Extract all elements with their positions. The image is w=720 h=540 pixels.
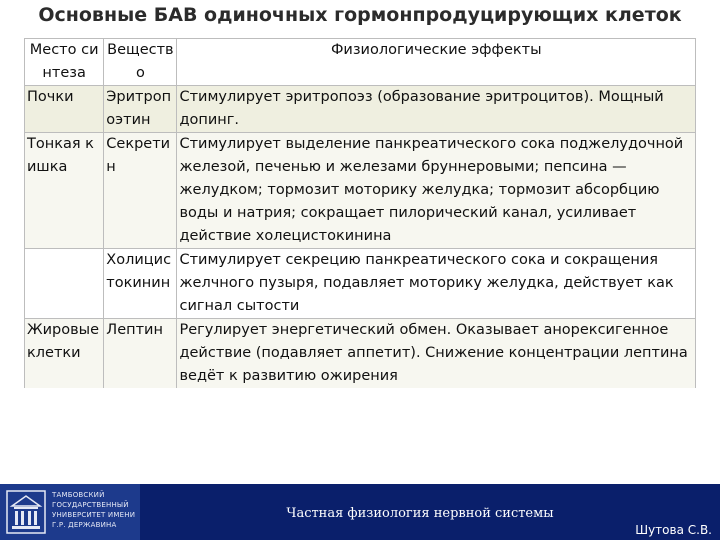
university-logo: [0, 484, 140, 540]
cell-effects: Стимулирует секрецию панкреатического сока и сокращения желчного пузыря, подавляет моторику желудка, действует как сигнал сытости: [177, 249, 696, 319]
cell-effects: Стимулирует эритропоэз (образование эритроцитов). Мощный допинг.: [177, 86, 696, 133]
cell-place: Жировые клетки: [25, 319, 104, 389]
university-name: ТАМБОВСКИЙ ГОСУДАРСТВЕННЫЙ УНИВЕРСИТЕТ ИМЕНИ Г.Р. ДЕРЖАВИНА: [52, 491, 136, 529]
cell-place: [25, 249, 104, 319]
header-effects: Физиологические эффекты: [177, 39, 696, 86]
cell-substance: Секретин: [104, 133, 177, 249]
cell-effects: Стимулирует выделение панкреатического сока поджелудочной железой, печенью и железами бруннеровыми; пепсина — желудком; тормозит моторику желудка; тормозит абсорбцию воды и натрия; сокращает пилорический канал, усиливает действие холецистокинина: [177, 133, 696, 249]
cell-place: Почки: [25, 86, 104, 133]
cell-substance: Лептин: [104, 319, 177, 389]
table-row: [25, 133, 696, 249]
slide-footer: [0, 484, 720, 540]
cell-place: Тонкая кишка: [25, 133, 104, 249]
table-row: [25, 86, 696, 133]
university-building-icon: [6, 490, 46, 534]
hormones-table: [24, 38, 696, 388]
table-header-row: [25, 39, 696, 86]
cell-effects: Регулирует энергетический обмен. Оказывает анорексигенное действие (подавляет аппетит). Снижение концентрации лептина ведёт к развитию ожирения: [177, 319, 696, 389]
hormones-table-container: [24, 38, 696, 484]
cell-substance: Холицистокинин: [104, 249, 177, 319]
table-row: [25, 319, 696, 389]
header-place: Место синтеза: [25, 39, 104, 86]
cell-substance: Эритропоэтин: [104, 86, 177, 133]
header-substance: Вещество: [104, 39, 177, 86]
table-row: [25, 249, 696, 319]
author-name: Шутова С.В.: [635, 523, 712, 537]
slide-title: Основные БАВ одиночных гормонпродуцирующих клеток: [38, 4, 682, 26]
course-title: Частная физиология нервной системы: [286, 506, 554, 521]
